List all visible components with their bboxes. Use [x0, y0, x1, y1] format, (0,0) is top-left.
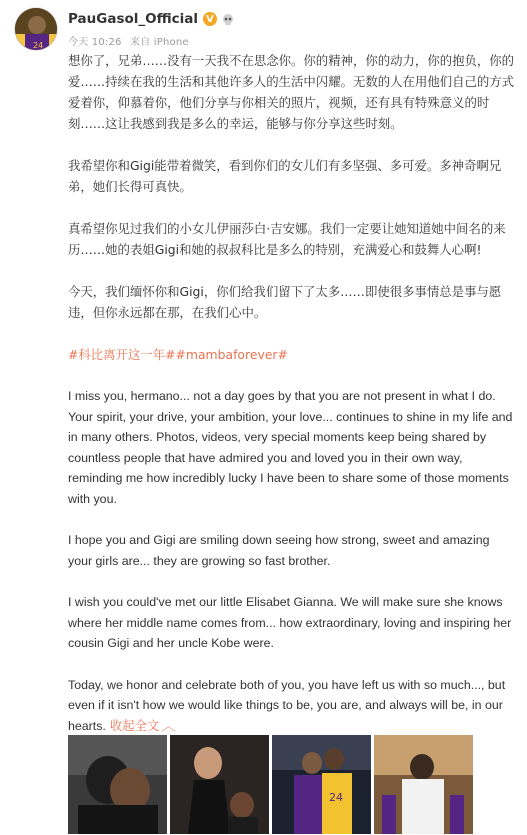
- vip-skull-icon: [221, 12, 235, 26]
- photo-thumbnail[interactable]: [68, 735, 167, 834]
- post-meta: [68, 33, 189, 48]
- photo-grid: [68, 735, 473, 834]
- photo-lakers-hug-icon: [272, 735, 371, 834]
- chevron-up-icon: ︿: [161, 720, 177, 733]
- avatar-image: [15, 8, 58, 51]
- svg-text:24: 24: [329, 791, 343, 804]
- svg-text:24: 24: [33, 41, 44, 50]
- post-time[interactable]: 今天 10:26: [68, 37, 122, 48]
- paragraph-en-3: I wish you could've met our little Elisabet Gianna. We will make sure she knows where her middle name comes from... how extraordinary, loving and inspiring her cousin Gigi and her uncle Kobe were.: [68, 595, 512, 650]
- paragraph-cn-3: 真希望你见过我们的小女儿伊丽莎白·吉安娜。我们一定要让她知道她中间名的来历……她的表姐Gigi和她的叔叔科比是多么的特别，充满爱心和鼓舞人心啊!: [68, 221, 506, 257]
- verified-icon: V: [203, 12, 217, 26]
- post-source: 来自 iPhone: [130, 37, 189, 48]
- author-row: [68, 9, 235, 29]
- paragraph-en-4: Today, we honor and celebrate both of you, you have left us with so much..., but even if it isn't how we would like things to be, you are, and always will be, in our hearts.: [68, 677, 506, 733]
- avatar[interactable]: [14, 7, 58, 51]
- hashtag-link[interactable]: #科比离开这一年##mambaforever#: [68, 347, 288, 362]
- photo-kobe-gigi-icon: [68, 735, 167, 834]
- photo-thumbnail[interactable]: [272, 735, 371, 834]
- photo-thumbnail[interactable]: [170, 735, 269, 834]
- post-text: [68, 50, 516, 737]
- photo-mother-daughter-icon: [170, 735, 269, 834]
- paragraph-cn-1: 想你了，兄弟……没有一天我不在思念你。你的精神，你的动力，你的抱负，你的爱……持续在我的生活和其他许多人的生活中闪耀。无数的人在用他们自己的方式爱着你，仰慕着你，他们分享与你相关的照片，视频，还有具有特殊意义的时刻……这让我感到我是多么的幸运，能够与你分享这些时刻。: [68, 53, 515, 131]
- collapse-button[interactable]: [110, 719, 175, 733]
- collapse-label: 收起全文: [109, 718, 160, 733]
- paragraph-cn-4: 今天，我们缅怀你和Gigi，你们给我们留下了太多……即使很多事情总是事与愿违，但你永远都在那，在我们心中。: [68, 284, 502, 320]
- paragraph-en-2: I hope you and Gigi are smiling down seeing how strong, sweet and amazing your girls are... they are growing so fast brother.: [68, 533, 490, 568]
- paragraph-cn-2: 我希望你和Gigi能带着微笑，看到你们的女儿们有多坚强、多可爱。多神奇啊兄弟，她们长得可真快。: [68, 158, 502, 194]
- photo-thumbnail[interactable]: [374, 735, 473, 834]
- photo-court-hug-icon: [374, 735, 473, 834]
- author-name[interactable]: PauGasol_Official: [68, 11, 199, 27]
- paragraph-en-4-wrap: [68, 675, 516, 738]
- paragraph-en-1: I miss you, hermano... not a day goes by that you are not present in what I do. Your spirit, your drive, your ambition, your love... continues to shine in my life and in many others. Photos, videos, very special moments keep being shared by countless people that have admired you and loved you in their own way, reminding me how incredibly lucky I have been to share some of those moments with you.: [68, 389, 513, 506]
